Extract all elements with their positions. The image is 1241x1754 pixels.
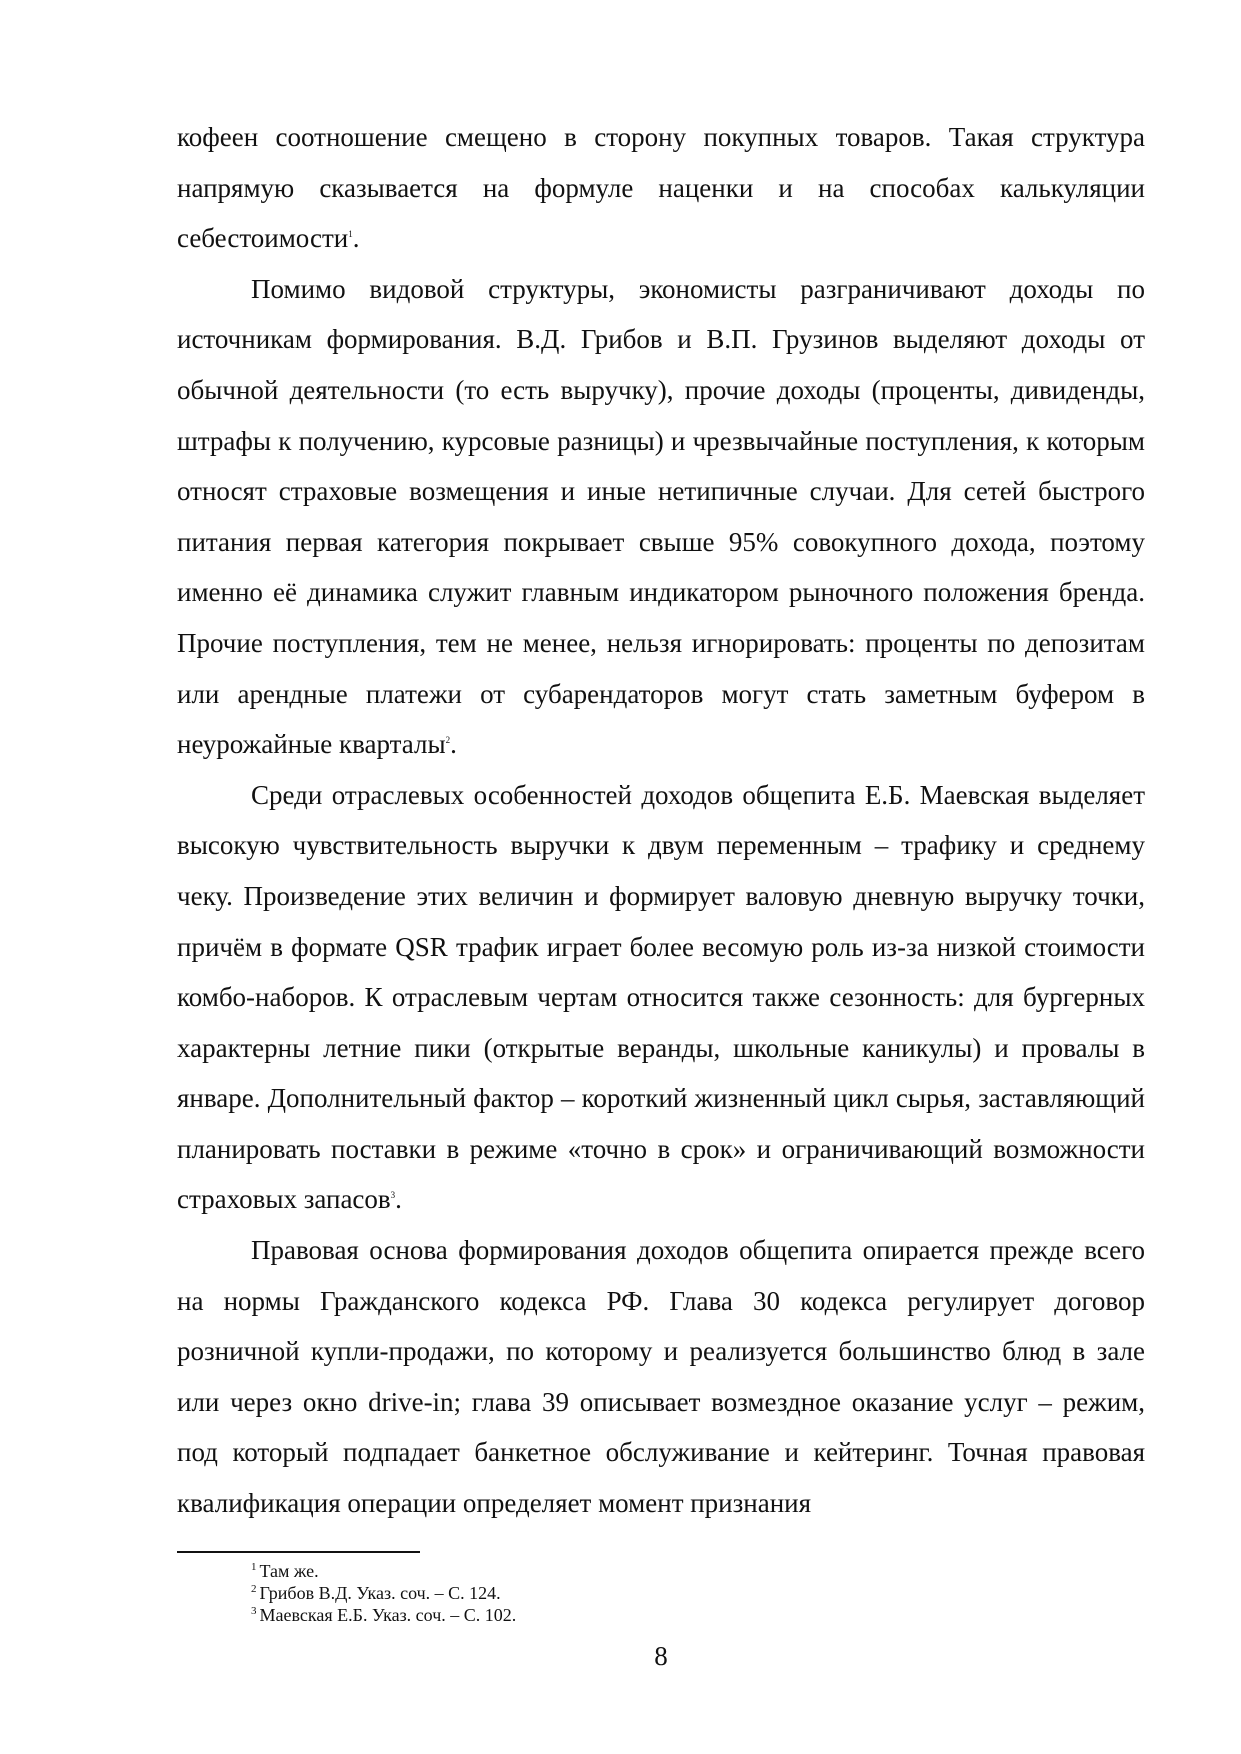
paragraph-text: кофеен соотношение смещено в сторону покупных товаров. Такая структура напрямую сказывается на формуле наценки и на способах калькуляции себестоимости: [177, 122, 1145, 254]
footnote-text: Там же.: [259, 1561, 319, 1581]
footnote-text: Грибов В.Д. Указ. соч. – С. 124.: [259, 1583, 501, 1603]
footnote-number: 2: [251, 1583, 257, 1595]
paragraph-end: .: [352, 223, 360, 254]
page-number: 8: [654, 1641, 668, 1671]
paragraph-text: Правовая основа формирования доходов общепита опирается прежде всего на нормы Гражданского кодекса РФ. Глава 30 кодекса регулирует договор розничной купли-продажи, по которому и реализуется большинство блюд в зале или через окно drive-in; глава 39 описывает возмездное оказание услуг – режим, под который подпадает банкетное обслуживание и кейтеринг. Точная правовая квалификация операции определяет момент признания: [177, 1235, 1145, 1519]
paragraph-continuation: [177, 112, 1145, 264]
paragraph-end: .: [450, 729, 457, 760]
footnote: [251, 1604, 1131, 1626]
footnote-text: Маевская Е.Б. Указ. соч. – С. 102.: [259, 1605, 517, 1625]
body-text: [177, 112, 1145, 1529]
footnotes: [251, 1560, 1131, 1626]
paragraph-text: Помимо видовой структуры, экономисты разграничивают доходы по источникам формирования. В.Д. Грибов и В.П. Грузинов выделяют доходы от обычной деятельности (то есть выручку), прочие доходы (проценты, дивиденды, штрафы к получению, курсовые разницы) и чрезвычайные поступления, к которым относят страховые возмещения и иные нетипичные случаи. Для сетей быстрого питания первая категория покрывает свыше 95% совокупного дохода, поэтому именно её динамика служит главным индикатором рыночного положения бренда. Прочие поступления, тем не менее, нельзя игнорировать: проценты по депозитам или арендные платежи от субарендаторов могут стать заметным буфером в неурожайные кварталы: [177, 273, 1145, 760]
footnote-reference: 3: [390, 1190, 396, 1201]
footnote: [251, 1560, 1131, 1582]
footnote-reference: 2: [445, 735, 451, 746]
footnote-separator: [177, 1551, 420, 1553]
paragraph-text: Среди отраслевых особенностей доходов общепита Е.Б. Маевская выделяет высокую чувствительность выручки к двум переменным – трафику и среднему чеку. Произведение этих величин и формирует валовую дневную выручку точки, причём в формате QSR трафик играет более весомую роль из-за низкой стоимости комбо-наборов. К отраслевым чертам относится также сезонность: для бургерных характерны летние пики (открытые веранды, школьные каникулы) и провалы в январе. Дополнительный фактор – короткий жизненный цикл сырья, заставляющий планировать поставки в режиме «точно в срок» и ограничивающий возможности страховых запасов: [177, 779, 1145, 1215]
paragraph: [177, 1225, 1145, 1529]
paragraph: [177, 264, 1145, 770]
footnote-number: 3: [251, 1605, 257, 1617]
footnote-reference: 1: [348, 229, 353, 240]
paragraph-end: .: [395, 1184, 402, 1215]
footnote: [251, 1582, 1131, 1604]
footnote-number: 1: [251, 1561, 257, 1573]
paragraph: [177, 770, 1145, 1225]
